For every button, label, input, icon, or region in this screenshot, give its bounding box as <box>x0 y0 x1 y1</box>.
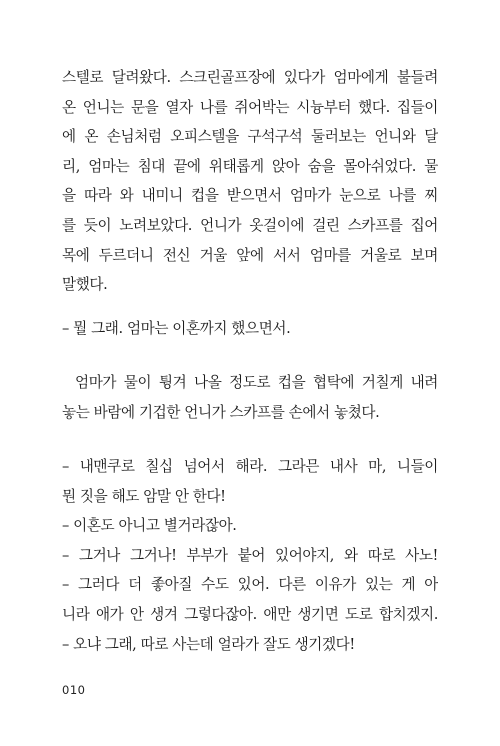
text-line: 스텔로 달려왔다. 스크린골프장에 있다가 엄마에게 불들려 <box>62 69 438 86</box>
dialog-2 <box>62 452 438 659</box>
dialog-line: – 내맨쿠로 칠십 넘어서 해라. 그라믄 내사 마, 니들이 <box>62 458 438 475</box>
text-line: 놓는 바람에 기겁한 언니가 스카프를 손에서 놓쳤다. <box>62 403 380 421</box>
dialog-line: 뭔 짓을 해도 암말 안 한다! <box>62 487 226 505</box>
text-line: 엄마가 물이 튕겨 나올 정도로 컵을 협탁에 거칠게 내려 <box>75 374 438 391</box>
dialog-line: 니라 애가 안 생겨 그렇다잖아. 애만 생기면 도로 합치겠지. <box>62 605 438 623</box>
dialog-line: – 이혼도 아니고 별거라잖아. <box>62 517 237 535</box>
paragraph-1 <box>62 63 438 300</box>
dialog-line: – 그거나 그거나! 부부가 붙어 있어야지, 와 따로 사노! <box>62 546 438 564</box>
text-line: 를 듯이 노려보았다. 언니가 옷걸이에 걸린 스카프를 집어 <box>62 216 438 234</box>
dialog-line: – 그러다 더 좋아질 수도 있어. 다른 이유가 있는 게 아 <box>62 576 438 594</box>
dialog-1 <box>62 314 438 344</box>
text-line: 목에 두르더니 전신 거울 앞에 서서 엄마를 거울로 보며 <box>62 246 438 264</box>
dialog-line: – 오냐 그래, 따로 사는데 얼라가 잘도 생기겠다! <box>62 635 355 653</box>
paragraph-2 <box>62 368 438 427</box>
text-line: 에 온 손님처럼 오피스텔을 구석구석 둘러보는 언니와 달 <box>62 128 438 146</box>
text-line: 말했다. <box>62 276 108 294</box>
dialog-line: – 뭘 그래. 엄마는 이혼까지 했으면서. <box>62 320 291 337</box>
page-number: 010 <box>62 683 86 697</box>
text-line: 리, 엄마는 침대 끝에 위태롭게 앉아 숨을 몰아쉬었다. 물 <box>62 157 438 175</box>
text-line: 을 따라 와 내미니 컵을 받으면서 엄마가 눈으로 나를 찌 <box>62 187 438 205</box>
text-line: 온 언니는 문을 열자 나를 쥐어박는 시늉부터 했다. 집들이 <box>62 98 438 116</box>
